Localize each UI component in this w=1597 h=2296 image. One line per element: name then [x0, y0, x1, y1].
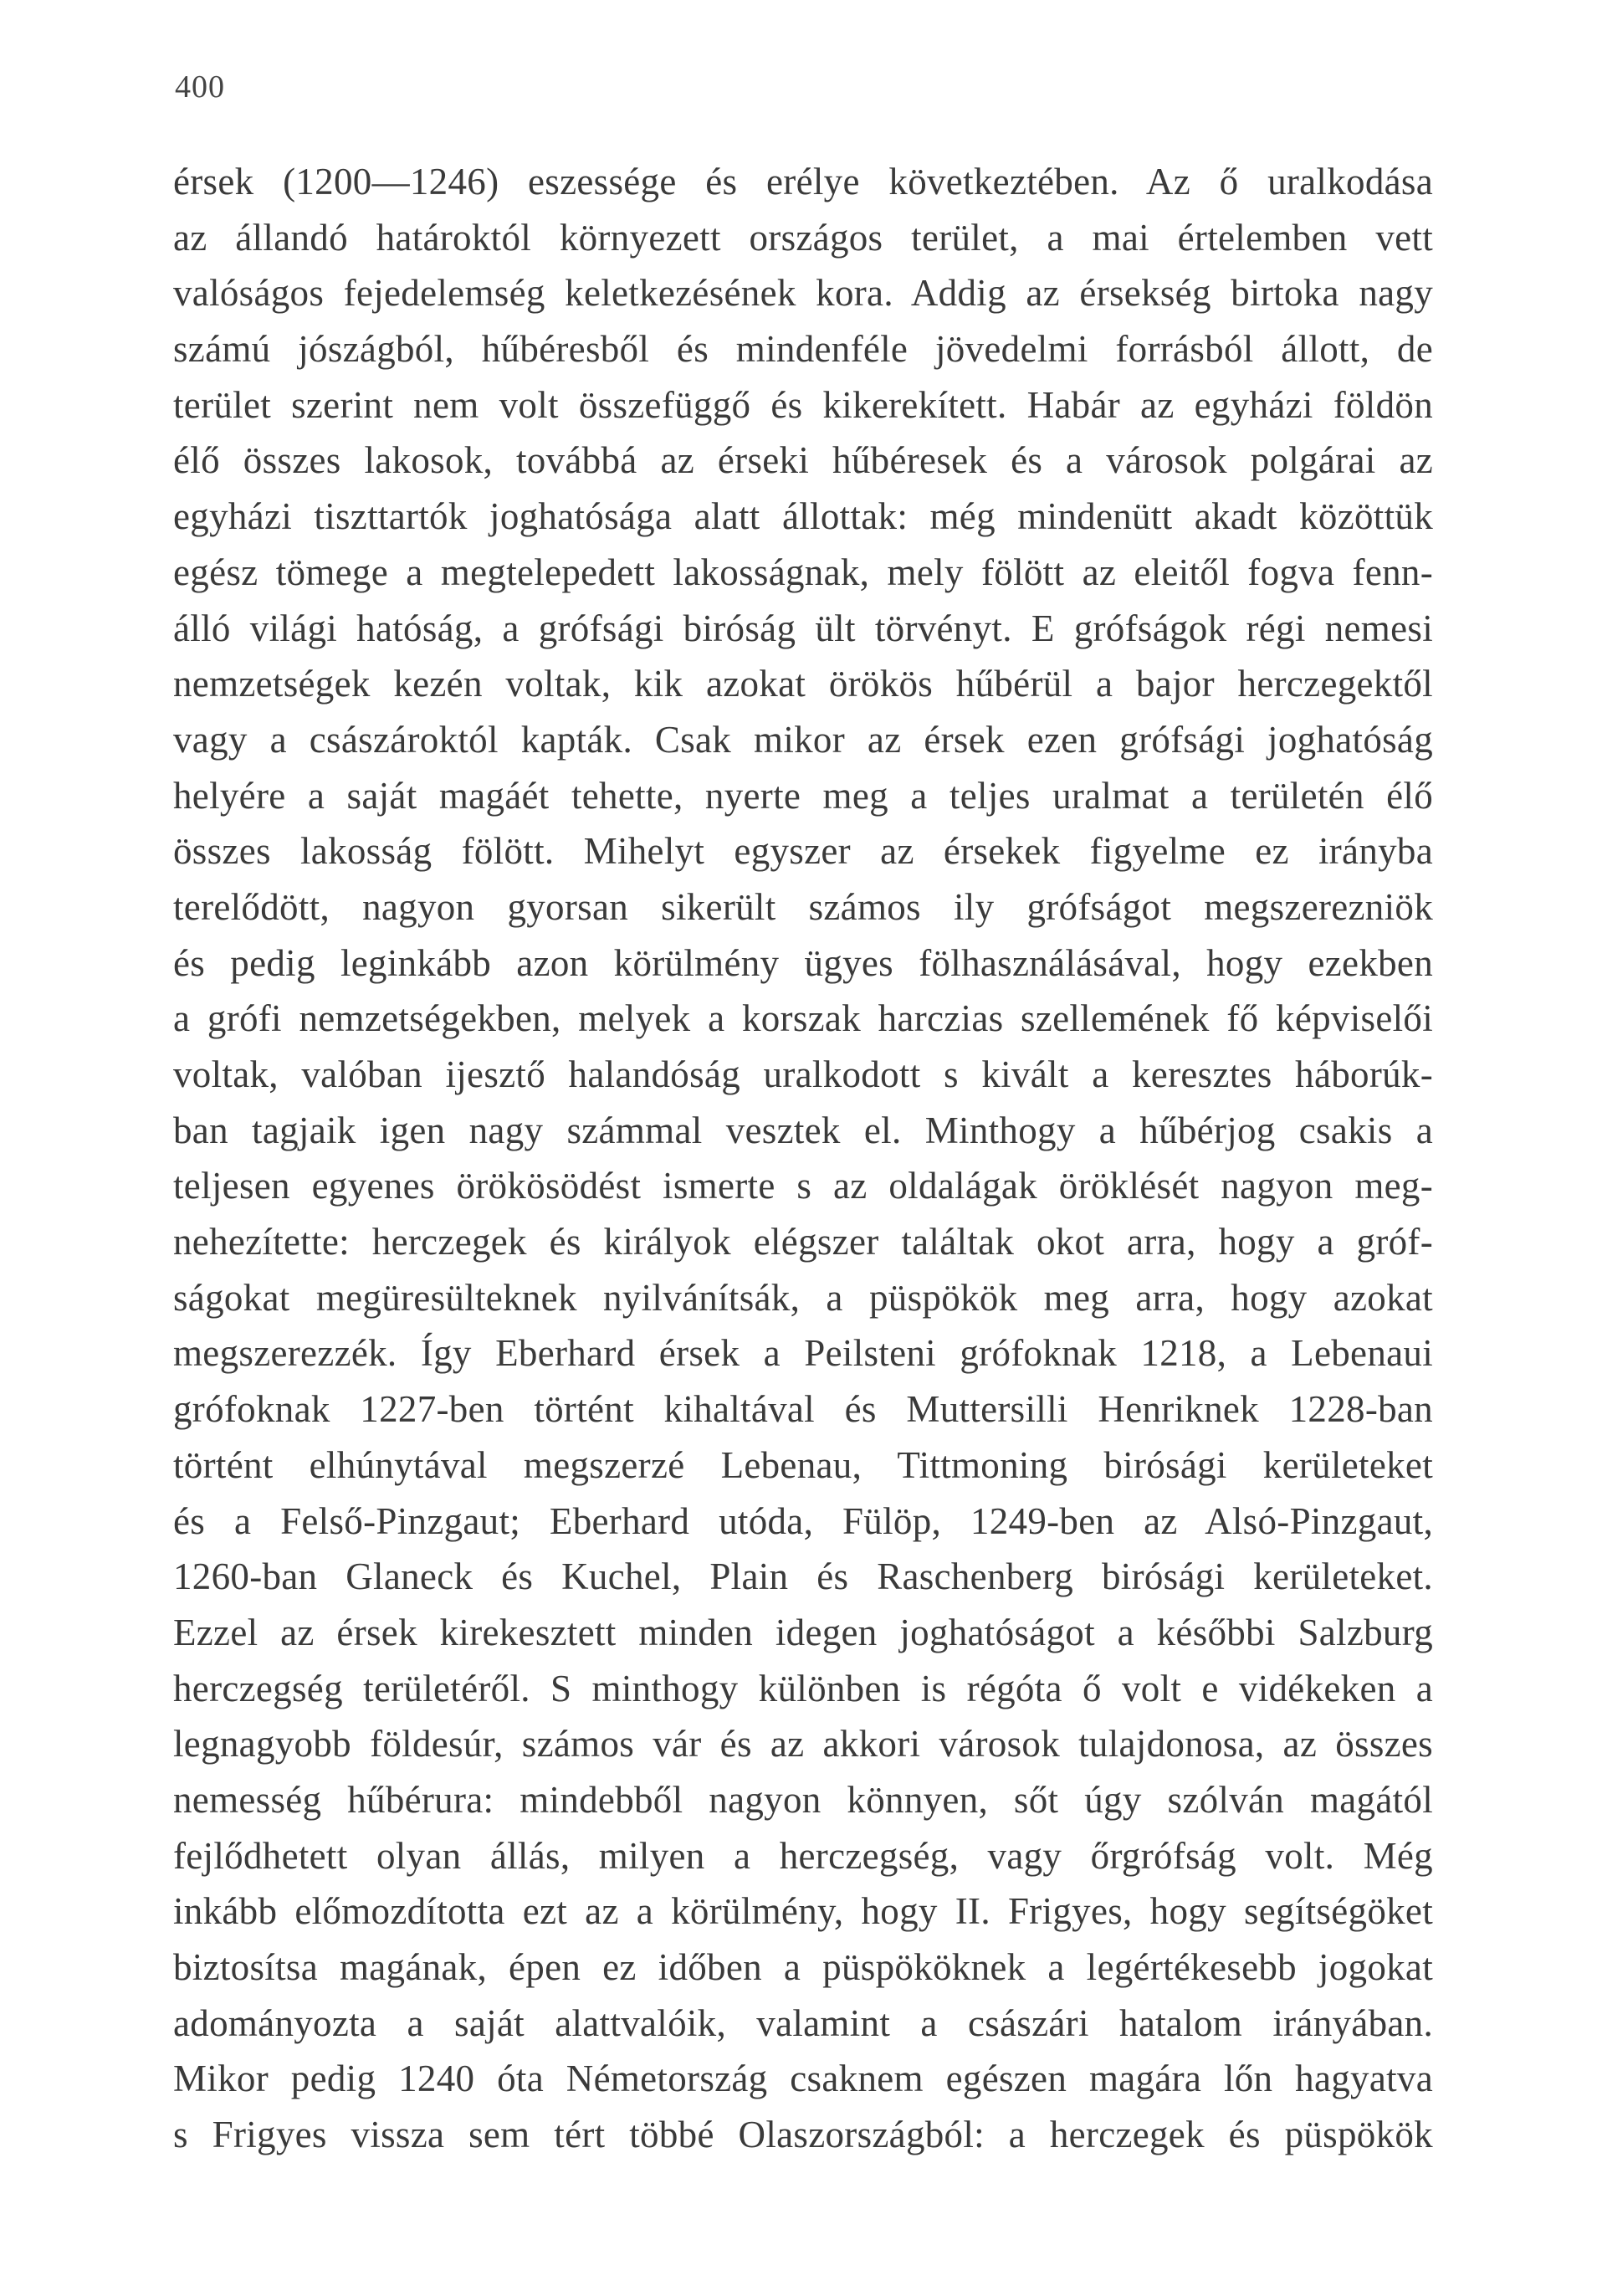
text-line: helyére a saját magáét tehette, nyerte meg a teljes uralmat a területén élő	[173, 774, 1433, 817]
text-line: terelődött, nagyon gyorsan sikerült számos ily grófságot megszerezniök	[173, 885, 1433, 928]
text-line: történt elhúnytával megszerzé Lebenau, Tittmoning birósági kerületeket	[173, 1443, 1433, 1486]
text-line: a grófi nemzetségekben, melyek a korszak harczias szellemének fő képviselői	[173, 997, 1433, 1040]
text-line: és pedig leginkább azon körülmény ügyes fölhasználásával, hogy ezekben	[173, 941, 1433, 984]
text-line: fejlődhetett olyan állás, milyen a herczegség, vagy őrgrófság volt. Még	[173, 1834, 1433, 1877]
text-line: megszerezzék. Így Eberhard érsek a Peilsteni grófoknak 1218, a Lebenaui	[173, 1332, 1433, 1375]
text-line: ban tagjaik igen nagy számmal vesztek el. Minthogy a hűbérjog csakis a	[173, 1109, 1433, 1151]
text-line: nehezítette: herczegek és királyok elégszer találtak okot arra, hogy a gróf-	[173, 1221, 1433, 1263]
text-line: legnagyobb földesúr, számos vár és az akkori városok tulajdonosa, az összes	[173, 1723, 1433, 1766]
page-number: 400	[175, 69, 225, 105]
text-line: az állandó határoktól környezett országos terület, a mai értelemben vett	[173, 216, 1433, 259]
text-line: valóságos fejedelemség keletkezésének kora. Addig az érsekség birtoka nagy	[173, 272, 1433, 315]
text-line: grófoknak 1227-ben történt kihaltával és Muttersilli Henriknek 1228-ban	[173, 1388, 1433, 1431]
text-line: 1260-ban Glaneck és Kuchel, Plain és Raschenberg birósági kerületeket.	[173, 1555, 1433, 1598]
text-line: összes lakosság fölött. Mihelyt egyszer az érsekek figyelme ez irányba	[173, 830, 1433, 873]
text-line: egyházi tiszttartók joghatósága alatt állottak: még mindenütt akadt közöttük	[173, 495, 1433, 538]
text-line: teljesen egyenes örökösödést ismerte s az oldalágak öröklését nagyon meg-	[173, 1165, 1433, 1207]
text-line: álló világi hatóság, a grófsági biróság ült törvényt. E grófságok régi nemesi	[173, 607, 1433, 649]
body-paragraph	[173, 154, 1433, 2163]
text-line: egész tömege a megtelepedett lakosságnak, mely fölött az eleitől fogva fenn-	[173, 551, 1433, 593]
text-line: érsek (1200—1246) eszessége és erélye következtében. Az ő uralkodása	[173, 161, 1433, 202]
text-line: vagy a császároktól kapták. Csak mikor az érsek ezen grófsági joghatóság	[173, 718, 1433, 761]
text-line: élő összes lakosok, továbbá az érseki hűbéresek és a városok polgárai az	[173, 439, 1433, 482]
text-line: Ezzel az érsek kirekesztett minden idegen joghatóságot a későbbi Salzburg	[173, 1611, 1433, 1653]
text-line: inkább előmozdította ezt az a körülmény, hogy II. Frigyes, hogy segítségöket	[173, 1890, 1433, 1933]
text-line: nemesség hűbérura: mindebből nagyon könnyen, sőt úgy szólván magától	[173, 1778, 1433, 1821]
text-line: ságokat megüresülteknek nyilvánítsák, a püspökök meg arra, hogy azokat	[173, 1276, 1433, 1319]
text-line: biztosítsa magának, épen ez időben a püspököknek a legértékesebb jogokat	[173, 1946, 1433, 1988]
text-line: voltak, valóban ijesztő halandóság uralkodott s kivált a keresztes háborúk-	[173, 1053, 1433, 1095]
text-line: terület szerint nem volt összefüggő és kikerekített. Habár az egyházi földön	[173, 383, 1433, 426]
text-line: herczegség területéről. S minthogy különben is régóta ő volt e vidékeken a	[173, 1667, 1433, 1709]
text-line: számú jószágból, hűbéresből és mindenféle jövedelmi forrásból állott, de	[173, 328, 1433, 371]
text-line: Mikor pedig 1240 óta Németország csaknem egészen magára lőn hagyatva	[173, 2058, 1433, 2100]
text-line: nemzetségek kezén voltak, kik azokat örökös hűbérül a bajor herczegektől	[173, 663, 1433, 705]
text-line: s Frigyes vissza sem tért többé Olaszországból: a herczegek és püspökök	[173, 2114, 1433, 2156]
text-line: és a Felső-Pinzgaut; Eberhard utóda, Fülöp, 1249-ben az Alsó-Pinzgaut,	[173, 1499, 1433, 1542]
text-line: adományozta a saját alattvalóik, valamint a császári hatalom irányában.	[173, 2001, 1433, 2044]
